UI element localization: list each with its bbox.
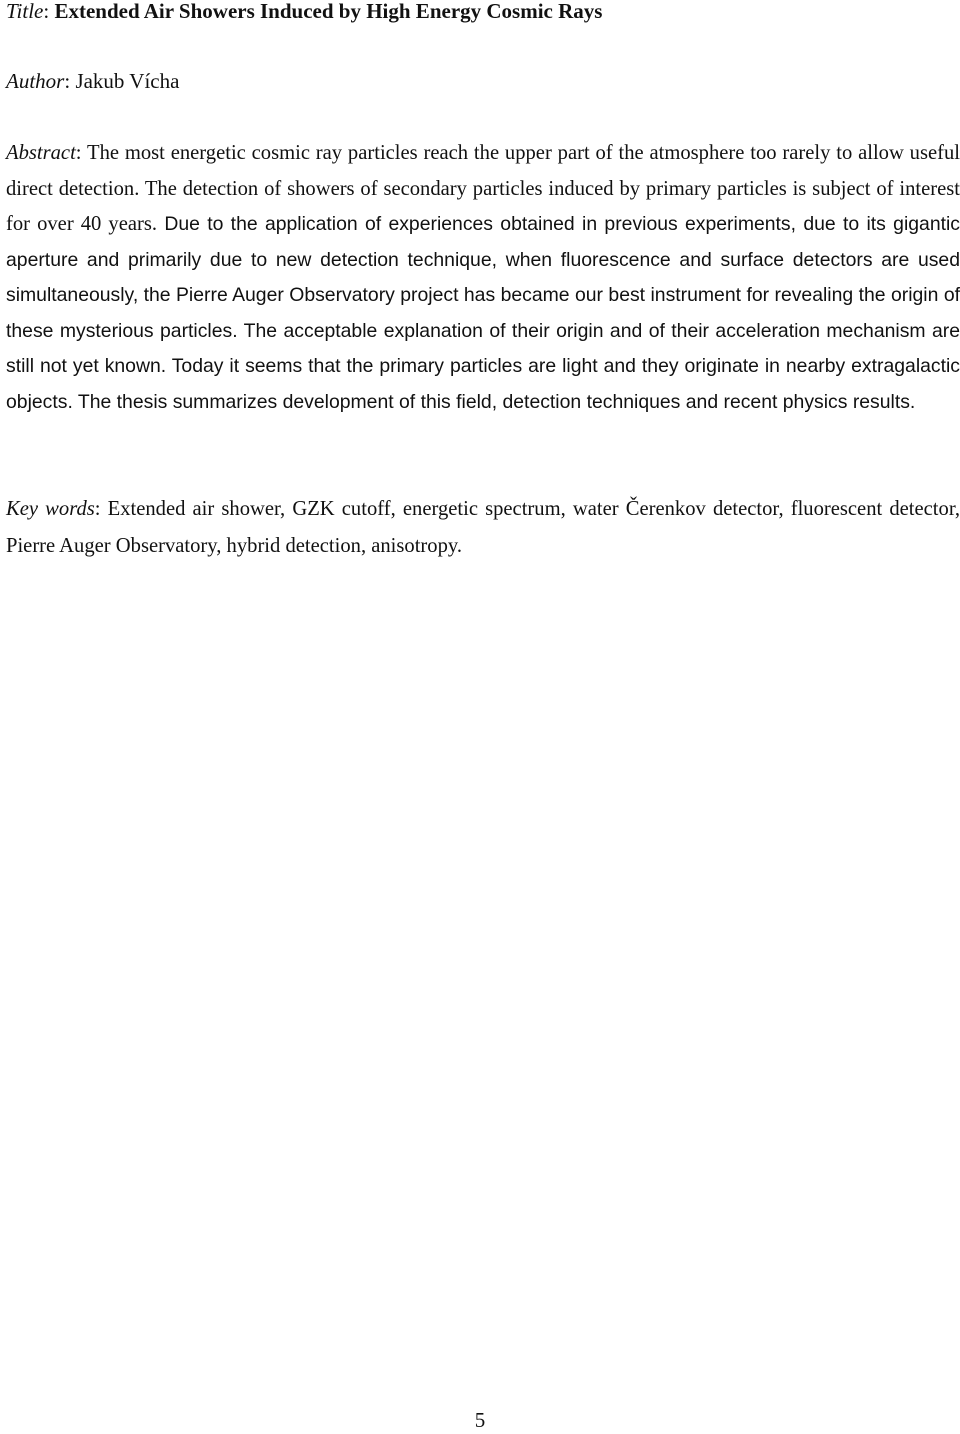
keywords-separator: :	[94, 498, 108, 520]
page-number: 5	[474, 1408, 486, 1432]
abstract-paragraph	[6, 136, 960, 420]
title-label: Title	[6, 0, 44, 23]
abstract-separator: :	[75, 142, 87, 164]
author-line	[6, 64, 179, 100]
author-separator: :	[64, 69, 76, 93]
keywords-paragraph	[6, 491, 960, 564]
keywords-label: Key words	[6, 498, 95, 520]
title-line	[6, 0, 602, 30]
abstract-intro-text: The most energetic cosmic ray particles reach the upper part of the atmosphere too rarely to allow useful direct detection. The detection of showers of secondary particles induced by primary particles is subject of interest for over 40 years.	[6, 142, 960, 235]
abstract-label: Abstract	[6, 142, 76, 164]
abstract-body-text: Due to the application of experiences obtained in previous experiments, due to its gigantic aperture and primarily due to new detection technique, when fluorescence and surface detectors are used simultaneously, the Pierre Auger Observatory project has became our best instrument for revealing the origin of these mysterious particles. The acceptable explanation of their origin and of their acceleration mechanism are still not yet known. Today it seems that the primary particles are light and they originate in nearby extragalactic objects. The thesis summarizes development of this field, detection techniques and recent physics results.	[6, 213, 960, 413]
keywords-text: Extended air shower, GZK cutoff, energetic spectrum, water Čerenkov detector, fluorescent detector, Pierre Auger Observatory, hybrid detection, anisotropy.	[6, 498, 960, 557]
author-label: Author	[6, 69, 65, 93]
author-name: Jakub Vícha	[75, 69, 180, 93]
document-title: Extended Air Showers Induced by High Energy Cosmic Rays	[54, 0, 603, 23]
title-separator: :	[43, 0, 55, 23]
